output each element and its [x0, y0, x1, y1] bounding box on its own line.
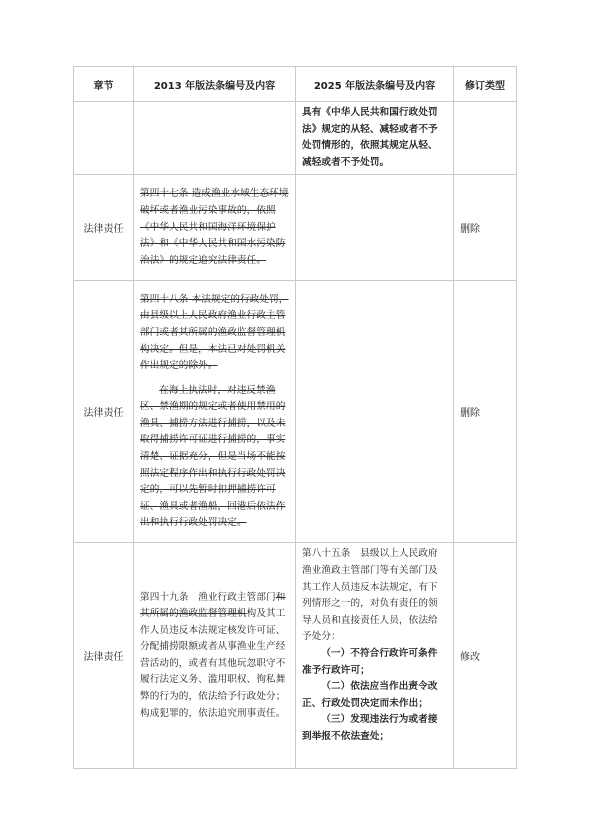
header-chapter: 章节 — [74, 67, 134, 102]
header-2013-content: 2013 年版法条编号及内容 — [134, 67, 296, 102]
table-row — [74, 175, 517, 281]
row-revision-type: 删除 — [454, 175, 517, 281]
header-revision-type: 修订类型 — [454, 67, 517, 102]
row-chapter — [74, 102, 134, 175]
row-old-content — [134, 543, 296, 769]
row-revision-type: 修改 — [454, 543, 517, 769]
row-revision-type — [454, 102, 517, 175]
table-row — [74, 543, 517, 769]
table-header-row — [74, 67, 517, 102]
row-chapter: 法律责任 — [74, 175, 134, 281]
row-chapter: 法律责任 — [74, 281, 134, 543]
table-row — [74, 281, 517, 543]
new-item-2: （二）依法应当作出责令改正、行政处罚决定而未作出； — [302, 681, 438, 709]
law-comparison-table — [73, 66, 517, 769]
row-revision-type: 删除 — [454, 281, 517, 543]
row-old-content — [134, 102, 296, 175]
new-item-3: （三）发现违法行为或者接到举报不依法查处； — [302, 714, 438, 742]
row-chapter: 法律责任 — [74, 543, 134, 769]
row-new-content — [296, 543, 454, 769]
row-old-content — [134, 281, 296, 543]
row-new-content — [296, 175, 454, 281]
old-paragraph-2: 在海上执法时，对违反禁渔区、禁渔期的规定或者使用禁用的渔具、捕捞方法进行捕捞，以及未取得捕捞许可证进行捕捞的，事实清楚、证据充分，但是当场不能按照法定程序作出和执行行政处罚决定的，可以先暂时扣押捕捞许可证、渔具或者渔船，回港后依法作出和执行行政处罚决定。 — [140, 384, 286, 529]
row-new-content: 具有《中华人民共和国行政处罚法》规定的从轻、减轻或者不予处罚情形的，依照其规定从轻、减轻或者不予处罚。 — [296, 102, 454, 175]
row-new-content — [296, 281, 454, 543]
old-text-struck: 和其所属的渔政监督管理机 — [140, 591, 286, 620]
header-2025-content: 2025 年版法条编号及内容 — [296, 67, 454, 102]
row-old-content: 第四十七条 造成渔业水域生态环境破坏或者渔业污染事故的，依照《中华人民共和国海洋环境保护法》和《中华人民共和国水污染防治法》的规定追究法律责任。 — [134, 175, 296, 281]
old-text-prefix: 第四十九条 渔业行政主管部门 — [140, 591, 276, 603]
new-intro: 第八十五条 县级以上人民政府渔业渔政主管部门等有关部门及其工作人员违反本法规定，有下列情形之一的，对负有责任的领导人员和直接责任人员，依法给予处分： — [302, 548, 438, 643]
old-text-suffix: 构及其工作人员违反本法规定核发许可证、分配捕捞限额或者从事渔业生产经营活动的，或者有其他玩忽职守不履行法定义务、滥用职权、徇私舞弊的行为的，依法给予行政处分；构成犯罪的，依法追究刑事责任。 — [140, 608, 286, 719]
old-paragraph-1: 第四十八条 本法规定的行政处罚，由县级以上人民政府渔业行政主管部门或者其所属的渔政监督管理机构决定。但是，本法已对处罚机关作出规定的除外。 — [140, 293, 289, 372]
new-item-1: （一）不符合行政许可条件准予行政许可； — [302, 647, 438, 676]
table-row — [74, 102, 517, 175]
